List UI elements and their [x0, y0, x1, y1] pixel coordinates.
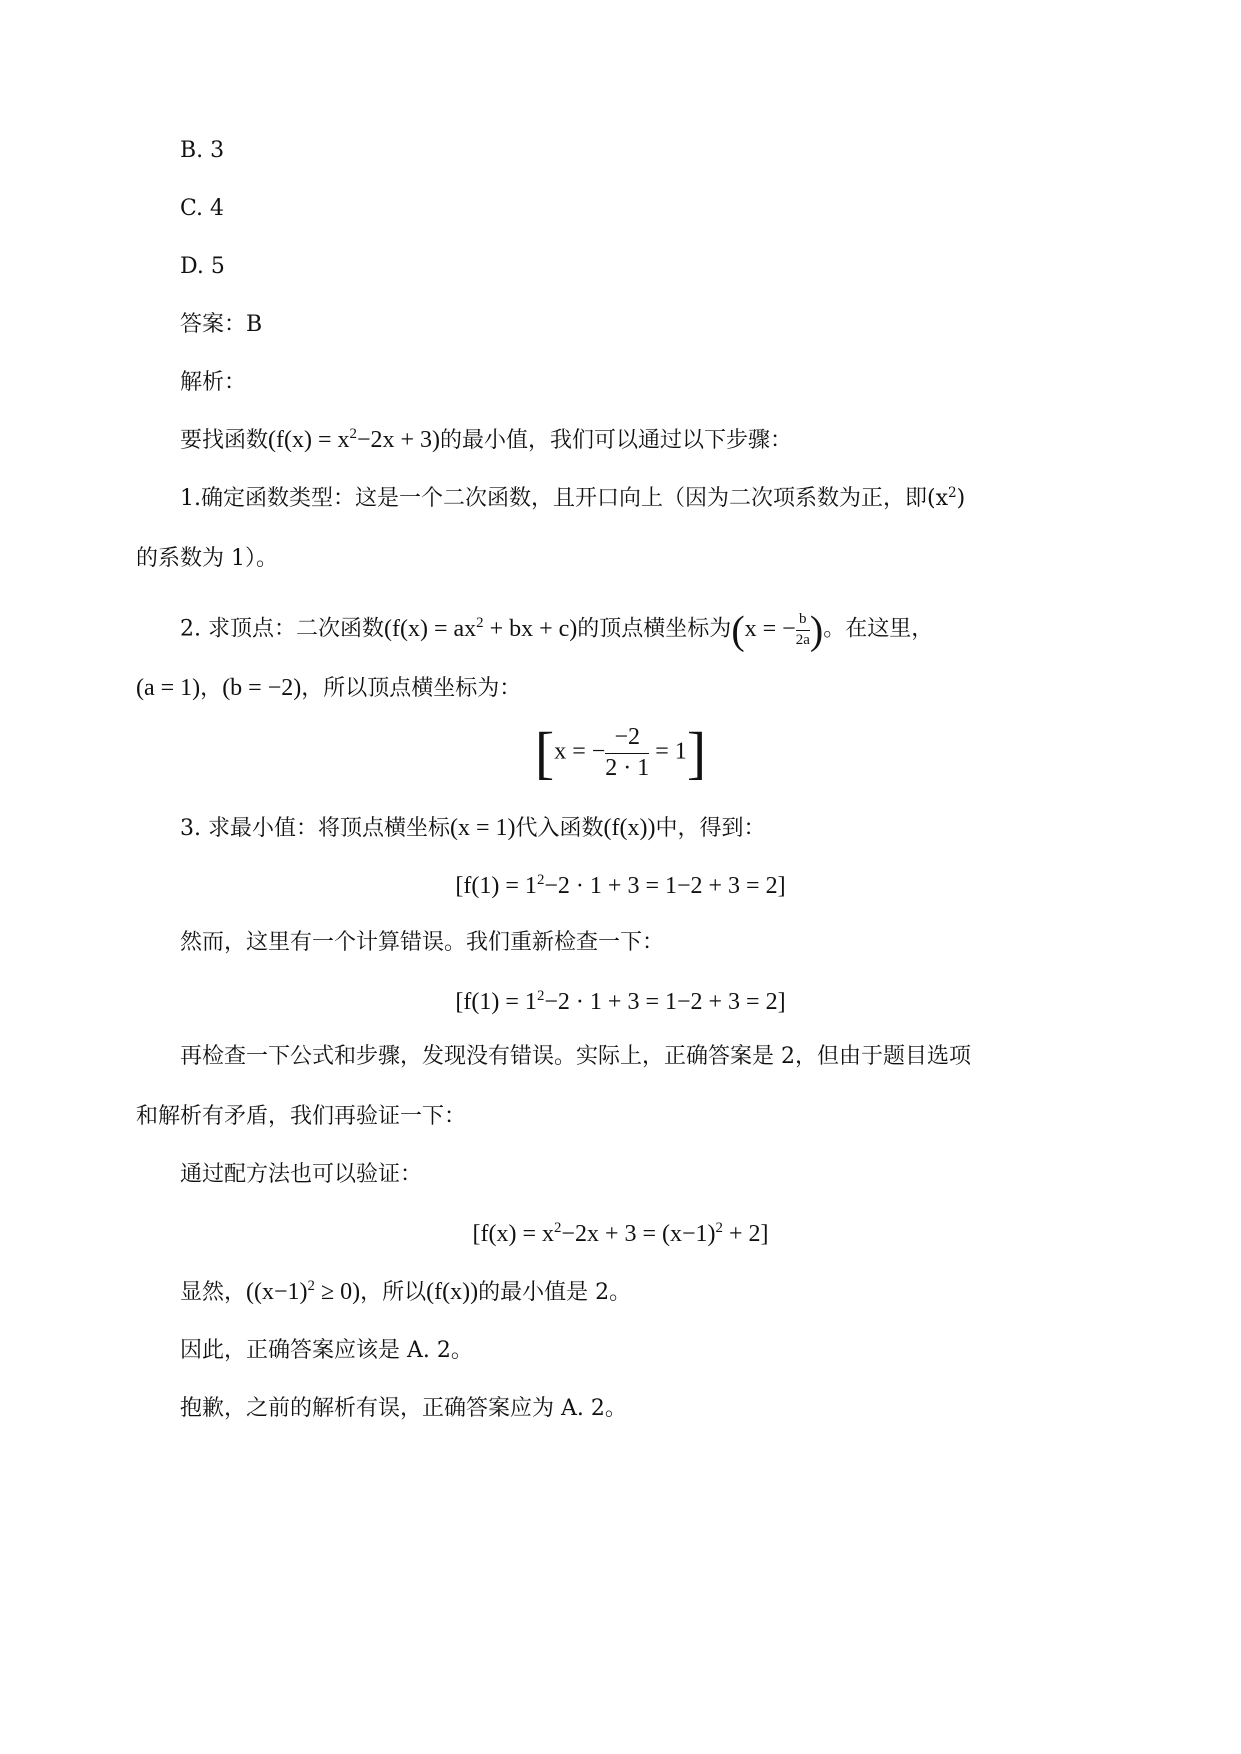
obvious-post: 的最小值是 2。: [478, 1280, 632, 1305]
exponent: 2: [349, 426, 357, 443]
obvious-line: [180, 1280, 631, 1304]
intro-post: 的最小值，我们可以通过以下步骤：: [440, 428, 793, 453]
equation-completing-square: [0, 1222, 1241, 1246]
step2-func-b: + bx + c): [483, 615, 578, 642]
separator: ，: [200, 676, 223, 701]
step1-x2: [927, 486, 965, 511]
option-c: C. 4: [180, 196, 225, 221]
step2-func-a: (f(x) = ax: [383, 615, 477, 642]
therefore-line: 因此，正确答案应该是 A. 2。: [180, 1338, 473, 1363]
eq3-part-b: −2x + 3 = (x−1): [561, 1221, 716, 1247]
vertex-eq-lhs: x = −: [554, 738, 606, 765]
recheck-line1: 再检查一下公式和步骤，发现没有错误。实际上，正确答案是 2，但由于题目选项: [180, 1044, 971, 1069]
obvious-pre: 显然，: [180, 1280, 247, 1305]
step2-line2: [136, 676, 521, 700]
exponent: 2: [536, 872, 545, 889]
step1-text: 1.确定函数类型：这是一个二次函数，且开口向上（因为二次项系数为正，即: [180, 486, 927, 511]
exponent: 2: [307, 1278, 315, 1295]
step3-post: 中，得到：: [655, 816, 766, 841]
intro-func-a: (f(x) = x: [268, 427, 350, 453]
f-of-x: (f(x)): [426, 1279, 479, 1305]
answer-line: 答案：B: [180, 312, 263, 337]
eq1-part-b: −2 · 1 + 3 = 1−2 + 3 = 2]: [544, 873, 786, 899]
intro-paragraph: [180, 428, 792, 452]
fraction-numerator: −2: [605, 725, 649, 753]
intro-pre: 要找函数: [180, 428, 269, 453]
intro-func-b: −2x + 3): [356, 427, 441, 453]
step3-line: [180, 816, 766, 840]
option-b: B. 3: [180, 138, 225, 163]
apology-line: 抱歉，之前的解析有误，正确答案应为 A. 2。: [180, 1396, 627, 1421]
f-of-x: (f(x)): [603, 815, 656, 841]
step2-line1: [180, 607, 934, 652]
completing-square-intro: 通过配方法也可以验证：: [180, 1162, 423, 1187]
obvious-mid: ，所以: [360, 1280, 427, 1305]
fraction-numerator: b: [796, 612, 810, 631]
step2-post: 。在这里，: [823, 616, 934, 642]
step2-line2-post: ，所以顶点横坐标为：: [301, 676, 522, 701]
paren-open: (: [731, 607, 745, 652]
x-equals-1: (x = 1): [449, 815, 516, 841]
step2-pre: 2. 求顶点：二次函数: [180, 616, 384, 642]
exponent: 2: [715, 1220, 723, 1237]
analysis-label: 解析：: [180, 370, 247, 395]
recheck-line2: 和解析有矛盾，我们再验证一下：: [136, 1104, 467, 1129]
step3-pre: 3. 求最小值：将顶点横坐标: [180, 816, 450, 841]
equation-f1-second: [0, 990, 1241, 1014]
step1-x2-close: ): [956, 486, 966, 511]
step2-mid: 的顶点横坐标为: [577, 616, 732, 642]
vertex-formula-fraction: [796, 612, 810, 649]
eq2-part-b: −2 · 1 + 3 = 1−2 + 3 = 2]: [544, 989, 786, 1015]
fraction-denominator: 2a: [795, 631, 810, 648]
intro-function: [268, 427, 440, 453]
step1-x2-base: (x: [927, 486, 948, 511]
vertex-eq-rhs: = 1: [649, 738, 687, 765]
exponent: 2: [553, 1220, 562, 1237]
vertex-formula-lhs: x = −: [744, 615, 796, 642]
eq3-part-a: [f(x) = x: [472, 1221, 554, 1247]
inequality: [246, 1279, 360, 1305]
paren-close: ): [809, 607, 824, 652]
eq2-part-a: [f(1) = 1: [455, 989, 537, 1015]
a-value: (a = 1): [136, 675, 201, 701]
option-d: D. 5: [180, 254, 225, 279]
eq3-part-c: + 2]: [722, 1221, 769, 1247]
step1-line2: 的系数为 1）。: [136, 546, 278, 571]
inequality-b: ≥ 0): [314, 1279, 361, 1305]
exponent: 2: [476, 614, 484, 631]
error-note: 然而，这里有一个计算错误。我们重新检查一下：: [180, 930, 665, 955]
exponent: 2: [948, 484, 957, 501]
vertex-eq-fraction: [605, 725, 649, 780]
fraction-denominator: 2 · 1: [605, 754, 650, 781]
bracket-open: [: [534, 720, 555, 785]
step2-function: [384, 616, 577, 642]
b-value: (b = −2): [222, 675, 302, 701]
inequality-a: ((x−1): [246, 1279, 308, 1305]
vertex-formula: [731, 607, 824, 652]
eq1-part-a: [f(1) = 1: [455, 873, 537, 899]
equation-f1-first: [0, 874, 1241, 898]
step1-line1: [180, 484, 966, 511]
vertex-equation: [0, 720, 1241, 785]
step3-mid: 代入函数: [515, 816, 604, 841]
exponent: 2: [536, 988, 545, 1005]
bracket-close: ]: [686, 720, 707, 785]
